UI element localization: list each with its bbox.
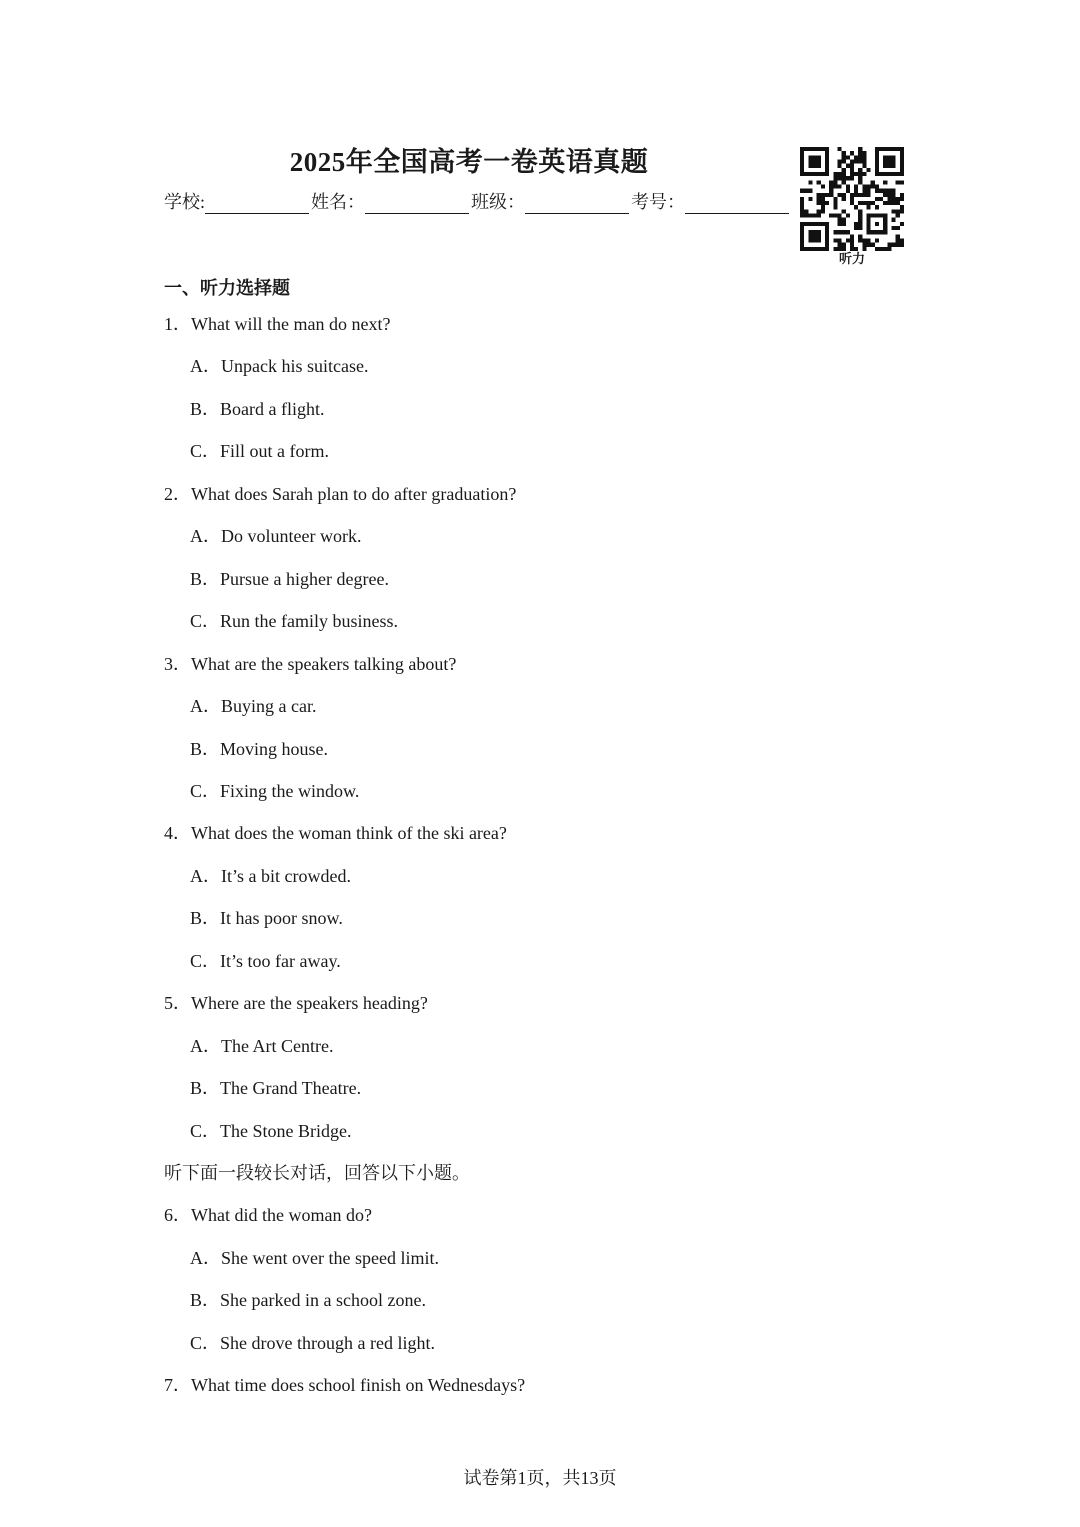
class-blank[interactable] (525, 195, 629, 214)
name-blank[interactable] (365, 195, 469, 214)
answer-option[interactable]: C．Fixing the window. (190, 781, 360, 801)
answer-option[interactable]: A．It’s a bit crowded. (190, 866, 351, 886)
question-text: 2．What does Sarah plan to do after graduation? (164, 484, 517, 504)
question-text: 7．What time does school finish on Wednesdays? (164, 1375, 526, 1395)
answer-option[interactable]: B．Pursue a higher degree. (190, 569, 389, 589)
section-title: 一、听力选择题 (164, 278, 290, 298)
school-blank[interactable] (205, 195, 309, 214)
answer-option[interactable]: C．She drove through a red light. (190, 1333, 435, 1353)
question-text: 4．What does the woman think of the ski area? (164, 823, 507, 843)
answer-option[interactable]: A．Unpack his suitcase. (190, 356, 369, 376)
instruction-note: 听下面一段较长对话，回答以下小题。 (164, 1163, 470, 1183)
answer-option[interactable]: B．The Grand Theatre. (190, 1078, 362, 1098)
answer-option[interactable]: B．She parked in a school zone. (190, 1290, 426, 1310)
qr-caption: 听力 (838, 252, 865, 267)
answer-option[interactable]: B．Moving house. (190, 739, 329, 759)
name-label: 姓名： (311, 192, 366, 212)
answer-option[interactable]: C．The Stone Bridge. (190, 1121, 352, 1141)
page-footer: 试卷第1页，共13页 (463, 1468, 617, 1488)
answer-option[interactable]: A．Buying a car. (190, 696, 317, 716)
answer-option[interactable]: B．Board a flight. (190, 399, 325, 419)
answer-option[interactable]: B．It has poor snow. (190, 908, 343, 928)
student-info-line (164, 188, 791, 214)
class-label: 班级： (471, 192, 526, 212)
answer-option[interactable]: A．She went over the speed limit. (190, 1248, 439, 1268)
answer-option[interactable]: A．The Art Centre. (190, 1036, 334, 1056)
qr-code-icon[interactable] (800, 147, 904, 251)
number-blank[interactable] (685, 195, 789, 214)
question-text: 1．What will the man do next? (164, 314, 391, 334)
question-text: 5．Where are the speakers heading? (164, 993, 428, 1013)
page-title: 2025年全国高考一卷英语真题 (289, 147, 649, 177)
answer-option[interactable]: C．It’s too far away. (190, 951, 341, 971)
question-text: 6．What did the woman do? (164, 1205, 372, 1225)
answer-option[interactable]: A．Do volunteer work. (190, 526, 362, 546)
answer-option[interactable]: C．Run the family business. (190, 611, 398, 631)
number-label: 考号： (631, 192, 686, 212)
school-label: 学校: (164, 192, 206, 212)
question-text: 3．What are the speakers talking about? (164, 654, 457, 674)
answer-option[interactable]: C．Fill out a form. (190, 441, 329, 461)
